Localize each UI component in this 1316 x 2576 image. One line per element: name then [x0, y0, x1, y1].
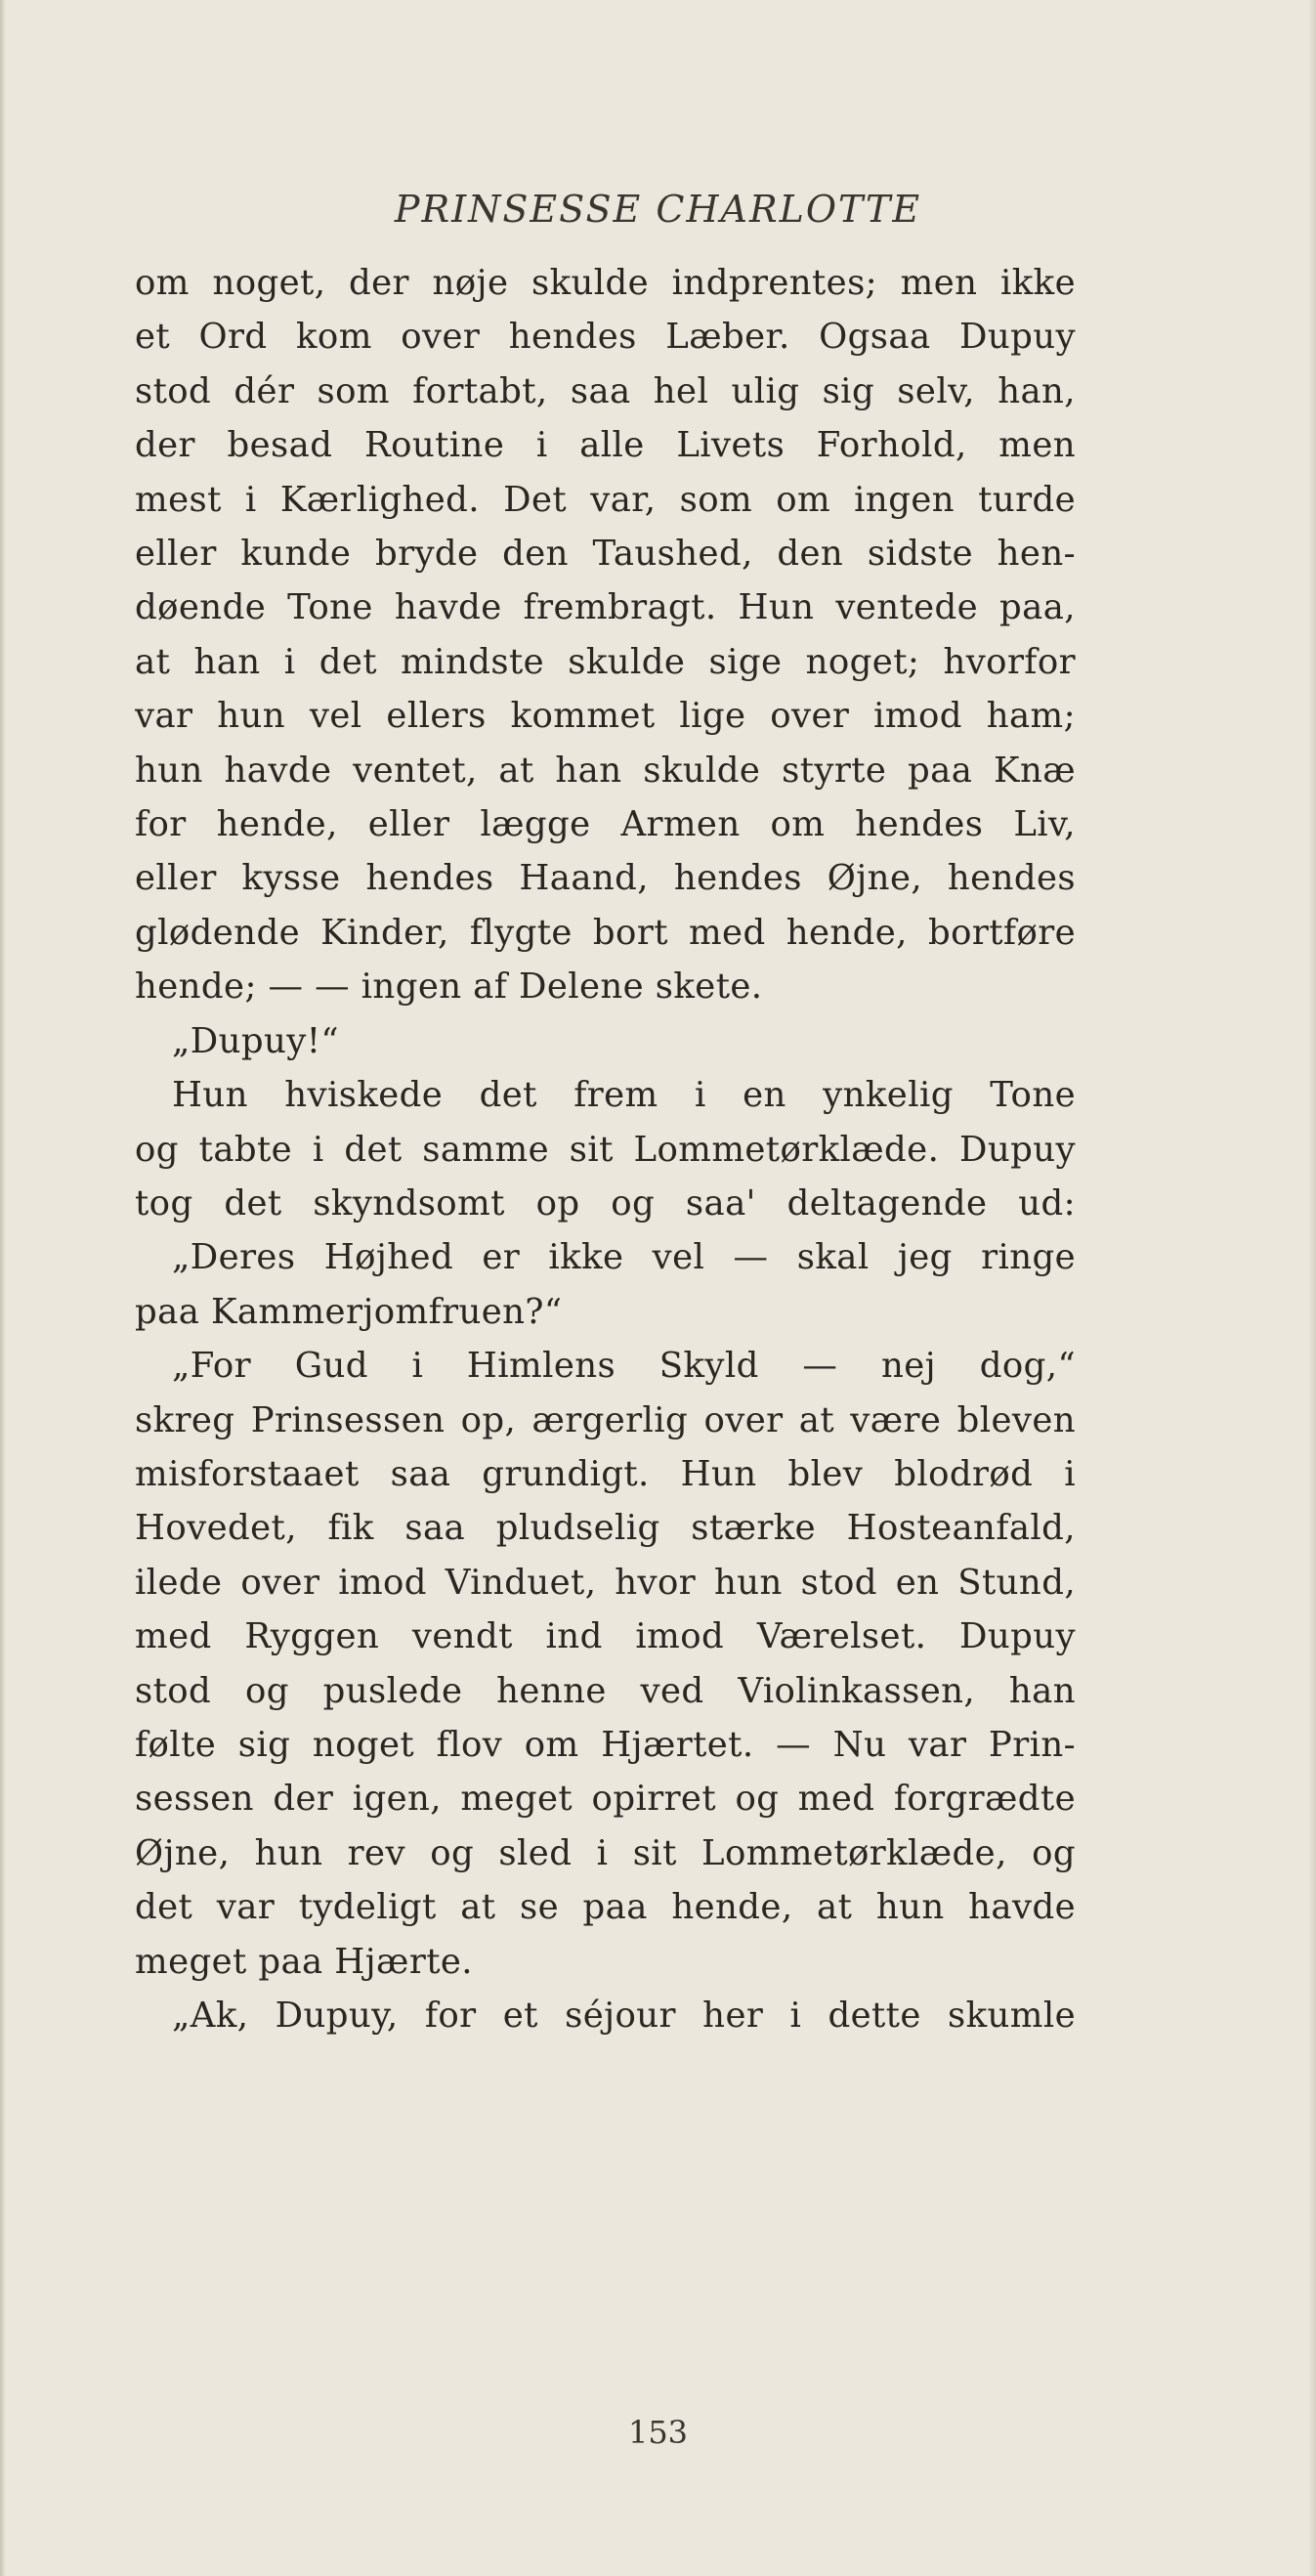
text-line: glødende Kinder, flygte bort med hende, bortføre — [135, 912, 1076, 953]
text-line: med Ryggen vendt ind imod Værelset. Dupuy — [135, 1616, 1076, 1657]
scan-edge-right — [1308, 0, 1316, 2576]
text-line: „Ak, Dupuy, for et séjour her i dette skumle — [172, 1996, 1076, 2036]
text-line: stod dér som fortabt, saa hel ulig sig selv, han, — [135, 370, 1076, 411]
text-line: misforstaaet saa grundigt. Hun blev blodrød i — [135, 1453, 1076, 1494]
text-line: at han i det mindste skulde sige noget; hvorfor — [135, 641, 1076, 682]
text-line: Hovedet, fik saa pludselig stærke Hosteanfald, — [135, 1508, 1076, 1549]
text-line: et Ord kom over hendes Læber. Ogsaa Dupuy — [135, 317, 1076, 358]
text-line: sessen der igen, meget opirret og med forgrædte — [135, 1779, 1076, 1820]
text-line: mest i Kærlighed. Det var, som om ingen turde — [135, 479, 1076, 520]
text-line: eller kysse hendes Haand, hendes Øjne, hendes — [135, 858, 1076, 899]
text-line: Hun hviskede det frem i en ynkelig Tone — [172, 1075, 1076, 1116]
text-line: døende Tone havde frembragt. Hun ventede paa, — [135, 587, 1076, 628]
running-head: PRINSESSE CHARLOTTE — [394, 188, 922, 231]
text-line: „For Gud i Himlens Skyld — nej dog,“ — [172, 1346, 1076, 1387]
text-line: ilede over imod Vinduet, hvor hun stod en Stund, — [135, 1562, 1076, 1603]
text-line: meget paa Hjærte. — [135, 1941, 473, 1982]
text-line: Øjne, hun rev og sled i sit Lommetørklæde, og — [135, 1832, 1076, 1873]
text-line: var hun vel ellers kommet lige over imod ham; — [135, 696, 1076, 737]
text-line: hun havde ventet, at han skulde styrte paa Knæ — [135, 750, 1076, 791]
page-body — [135, 256, 1076, 2042]
text-line: tog det skyndsomt op og saa' deltagende ud: — [135, 1182, 1076, 1224]
text-line: eller kunde bryde den Taushed, den sidste hen- — [135, 534, 1076, 575]
text-line: om noget, der nøje skulde indprentes; men ikke — [135, 263, 1076, 303]
text-line: for hende, eller lægge Armen om hendes Liv, — [135, 804, 1076, 845]
text-line: „Dupuy!“ — [172, 1020, 339, 1061]
text-line: følte sig noget flov om Hjærtet. — Nu var Prin- — [135, 1724, 1076, 1765]
text-line: hende; — — ingen af Delene skete. — [135, 966, 763, 1008]
scan-edge-left — [0, 0, 6, 2576]
text-line: skreg Prinsessen op, ærgerlig over at være bleven — [135, 1399, 1076, 1440]
text-line: det var tydeligt at se paa hende, at hun havde — [135, 1887, 1076, 1928]
text-line: stod og puslede henne ved Violinkassen, han — [135, 1670, 1076, 1711]
text-line: der besad Routine i alle Livets Forhold, men — [135, 425, 1076, 466]
text-line: og tabte i det samme sit Lommetørklæde. Dupuy — [135, 1129, 1076, 1170]
page-number: 153 — [627, 2414, 689, 2451]
text-line: „Deres Højhed er ikke vel — skal jeg ringe — [172, 1237, 1076, 1278]
text-line: paa Kammerjomfruen?“ — [135, 1291, 563, 1332]
